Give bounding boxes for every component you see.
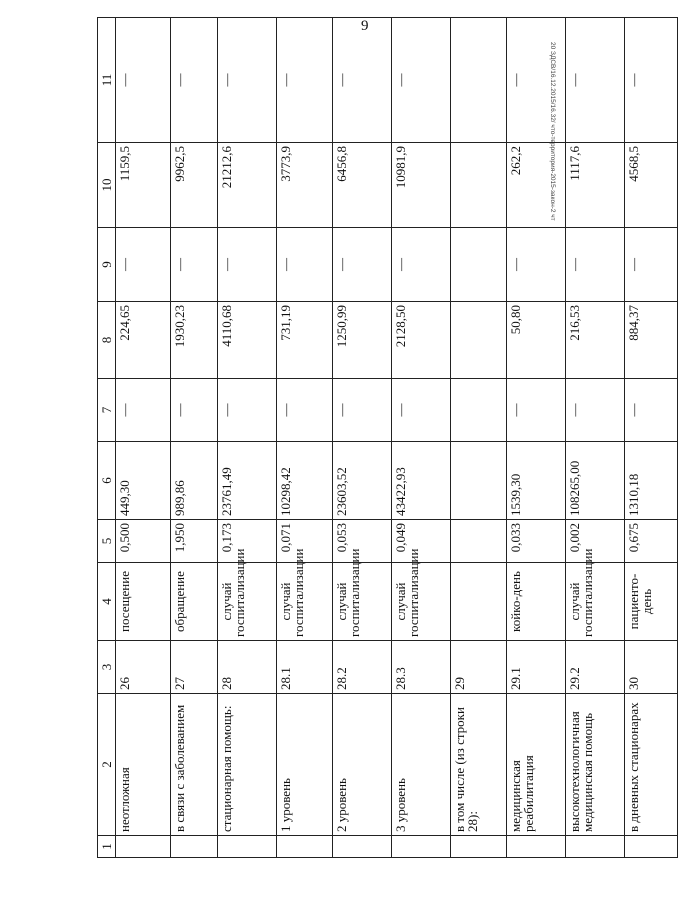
table-cell-c6: 43422,93 <box>392 442 451 520</box>
table-cell-c9: — <box>507 228 566 302</box>
column-header: 10 <box>98 143 116 228</box>
table-cell-c3: 26 <box>116 641 171 694</box>
table-cell-c10: 1159,5 <box>116 143 171 228</box>
table-cell-c2: в том числе (из строки 28): <box>451 694 507 836</box>
table-row <box>625 18 678 858</box>
table-cell-c1 <box>218 836 277 858</box>
table-cell-c4: случай госпитализации <box>277 563 333 641</box>
table-cell-c3: 28.2 <box>333 641 392 694</box>
table-cell-c2: 3 уровень <box>392 694 451 836</box>
table-cell-c3: 28.1 <box>277 641 333 694</box>
table-cell-c8: 731,19 <box>277 302 333 379</box>
table-cell-c7: — <box>625 379 678 442</box>
table-cell-c5: 0,033 <box>507 520 566 563</box>
table-cell-c8: 216,53 <box>566 302 625 379</box>
side-note: 20 ЗДСВ/16.12.2015/16.32/ что-территория-2015-закон-2 чт <box>549 42 556 221</box>
table-cell-c7: — <box>333 379 392 442</box>
table-row <box>277 18 333 858</box>
table-cell-c7: — <box>392 379 451 442</box>
table-row <box>218 18 277 858</box>
table-cell-c1 <box>171 836 218 858</box>
table-cell-c7: — <box>277 379 333 442</box>
table-cell-c7 <box>451 379 507 442</box>
table-cell-c5: 0,675 <box>625 520 678 563</box>
table-cell-c8: 224,65 <box>116 302 171 379</box>
table-cell-c9: — <box>116 228 171 302</box>
table-cell-c11: — <box>218 18 277 143</box>
table-cell-c4 <box>451 563 507 641</box>
table-row <box>171 18 218 858</box>
table-cell-c5: 0,049 <box>392 520 451 563</box>
table-cell-c5: 0,173 <box>218 520 277 563</box>
table-cell-c9: — <box>392 228 451 302</box>
table-cell-c3: 28 <box>218 641 277 694</box>
table-cell-c6: 1310,18 <box>625 442 678 520</box>
table-cell-c8: 1250,99 <box>333 302 392 379</box>
column-header: 3 <box>98 641 116 694</box>
table-cell-c3: 27 <box>171 641 218 694</box>
table-cell-c10: 262,2 <box>507 143 566 228</box>
table-cell-c10: 3773,9 <box>277 143 333 228</box>
table-cell-c9: — <box>625 228 678 302</box>
column-header: 11 <box>98 18 116 143</box>
table-cell-c9: — <box>333 228 392 302</box>
table-cell-c11: — <box>277 18 333 143</box>
table-cell-c2: в связи с заболеванием <box>171 694 218 836</box>
table-cell-c4: случай госпитализации <box>218 563 277 641</box>
table-cell-c1 <box>392 836 451 858</box>
table-cell-c10 <box>451 143 507 228</box>
table-cell-c9: — <box>218 228 277 302</box>
table-cell-c2: стационарная помощь: <box>218 694 277 836</box>
table-cell-c4: обращение <box>171 563 218 641</box>
table-row <box>566 18 625 858</box>
table-cell-c10: 10981,9 <box>392 143 451 228</box>
column-header: 6 <box>98 442 116 520</box>
table-cell-c4: случай госпитализации <box>392 563 451 641</box>
column-header: 2 <box>98 694 116 836</box>
table-cell-c1 <box>333 836 392 858</box>
table-cell-c10: 9962,5 <box>171 143 218 228</box>
table-cell-c2: в дневных стационарах <box>625 694 678 836</box>
table-cell-c4: посещение <box>116 563 171 641</box>
table-cell-c6: 23761,49 <box>218 442 277 520</box>
table-cell-c9: — <box>566 228 625 302</box>
table-cell-c11: — <box>333 18 392 143</box>
table-cell-c9: — <box>171 228 218 302</box>
table-cell-c2: 1 уровень <box>277 694 333 836</box>
table-cell-c1 <box>451 836 507 858</box>
table-cell-c2: высокотехнологичная медицинская помощь <box>566 694 625 836</box>
table-cell-c10: 4568,5 <box>625 143 678 228</box>
table-cell-c7: — <box>566 379 625 442</box>
page-number: 9 <box>361 18 369 34</box>
table-cell-c3: 30 <box>625 641 678 694</box>
table-cell-c11: — <box>625 18 678 143</box>
table-cell-c5: 0,053 <box>333 520 392 563</box>
table-cell-c4: койко-день <box>507 563 566 641</box>
table-cell-c9 <box>451 228 507 302</box>
table-row <box>392 18 451 858</box>
table-cell-c7: — <box>171 379 218 442</box>
table-cell-c10: 21212,6 <box>218 143 277 228</box>
table-cell-c4: пациенто-день <box>625 563 678 641</box>
table-cell-c10: 1117,6 <box>566 143 625 228</box>
table-cell-c9: — <box>277 228 333 302</box>
table-cell-c10: 6456,8 <box>333 143 392 228</box>
table-cell-c1 <box>566 836 625 858</box>
table-cell-c3: 28.3 <box>392 641 451 694</box>
table-cell-c5: 0,500 <box>116 520 171 563</box>
table-cell-c1 <box>116 836 171 858</box>
table-cell-c2: неотложная <box>116 694 171 836</box>
column-header: 1 <box>98 836 116 858</box>
rotated-table-wrapper <box>97 38 654 858</box>
table-cell-c11: — <box>171 18 218 143</box>
table-cell-c6: 23603,52 <box>333 442 392 520</box>
table-cell-c2: 2 уровень <box>333 694 392 836</box>
table-cell-c1 <box>277 836 333 858</box>
table-cell-c5: 1,950 <box>171 520 218 563</box>
table-cell-c1 <box>625 836 678 858</box>
table-cell-c3: 29 <box>451 641 507 694</box>
table-cell-c6: 989,86 <box>171 442 218 520</box>
table-cell-c2: медицинская реабилитация <box>507 694 566 836</box>
table-cell-c3: 29.2 <box>566 641 625 694</box>
table-cell-c6: 449,30 <box>116 442 171 520</box>
table-cell-c5: 0,071 <box>277 520 333 563</box>
table-row <box>507 18 566 858</box>
table-cell-c7: — <box>116 379 171 442</box>
table-cell-c6 <box>451 442 507 520</box>
table-cell-c11: — <box>116 18 171 143</box>
table-cell-c11: — <box>392 18 451 143</box>
table-cell-c5 <box>451 520 507 563</box>
table-cell-c5: 0,002 <box>566 520 625 563</box>
header-row <box>98 18 116 858</box>
column-header: 4 <box>98 563 116 641</box>
table-cell-c8: 4110,68 <box>218 302 277 379</box>
table-cell-c8: 50,80 <box>507 302 566 379</box>
column-header: 9 <box>98 228 116 302</box>
table-cell-c6: 10298,42 <box>277 442 333 520</box>
table-cell-c3: 29.1 <box>507 641 566 694</box>
table-cell-c7: — <box>218 379 277 442</box>
column-header: 8 <box>98 302 116 379</box>
table-cell-c7: — <box>507 379 566 442</box>
data-table <box>97 17 678 858</box>
table-cell-c8: 2128,50 <box>392 302 451 379</box>
table-row <box>116 18 171 858</box>
table-row <box>333 18 392 858</box>
table-cell-c8 <box>451 302 507 379</box>
column-header: 7 <box>98 379 116 442</box>
table-cell-c6: 1539,30 <box>507 442 566 520</box>
table-cell-c4: случай госпитализации <box>566 563 625 641</box>
table-row <box>451 18 507 858</box>
table-cell-c11: — <box>566 18 625 143</box>
column-header: 5 <box>98 520 116 563</box>
table-cell-c11 <box>451 18 507 143</box>
table-cell-c11: — <box>507 18 566 143</box>
table-cell-c1 <box>507 836 566 858</box>
table-cell-c8: 1930,23 <box>171 302 218 379</box>
table-cell-c4: случай госпитализации <box>333 563 392 641</box>
table-cell-c8: 884,37 <box>625 302 678 379</box>
table-cell-c6: 108265,00 <box>566 442 625 520</box>
